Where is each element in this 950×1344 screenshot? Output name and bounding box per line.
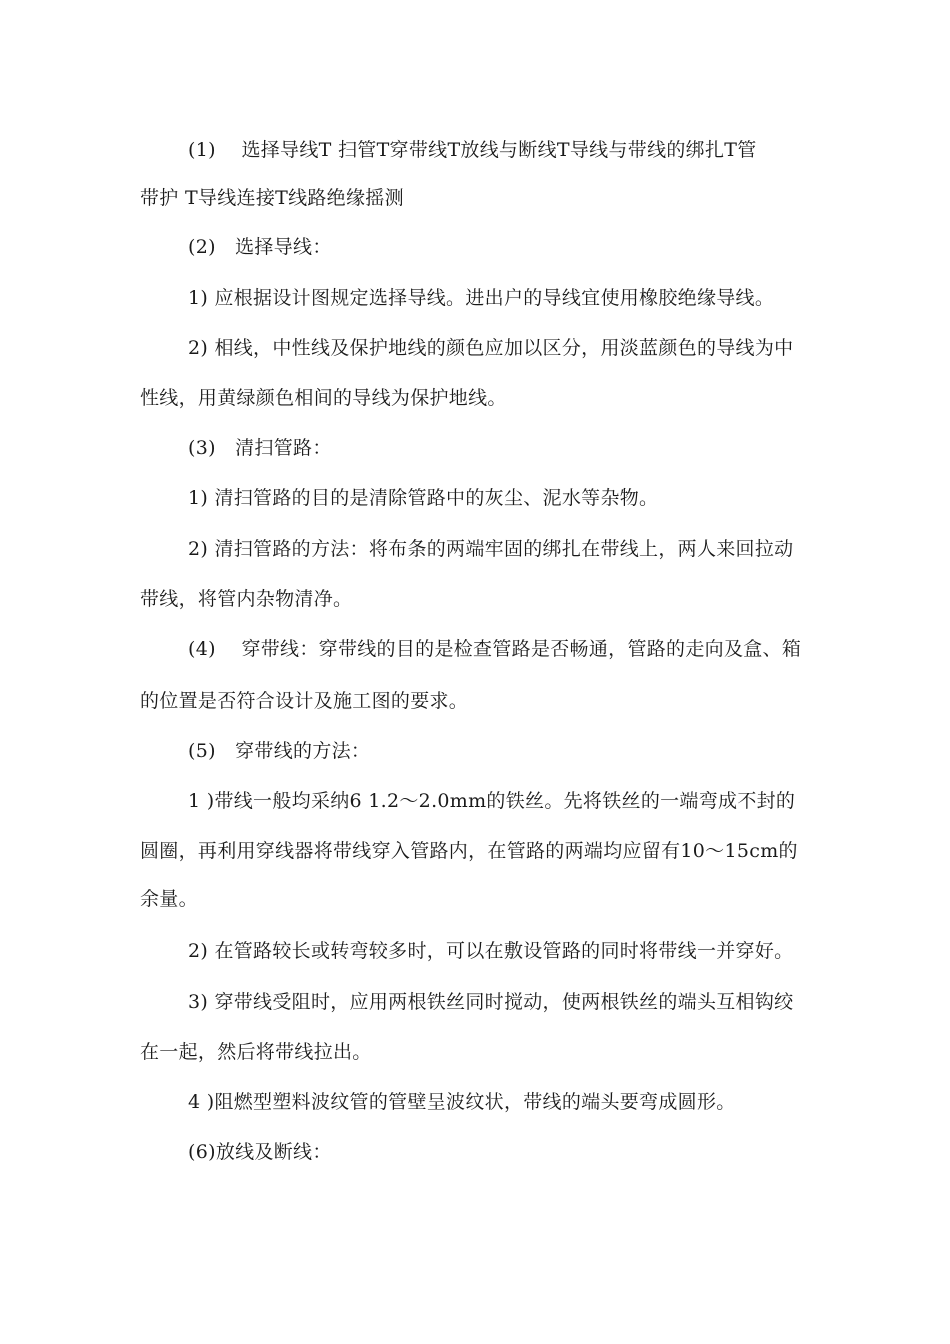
item-4-line-2: 的位置是否符合设计及施工图的要求。 bbox=[140, 690, 469, 712]
item-1-line-2: 带护 T导线连接T线路绝缘摇测 bbox=[140, 187, 404, 209]
item-5-point-1-line-1: 1 )带线一般均采纳6 1.2〜2.0mm的铁丝。先将铁丝的一端弯成不封的 bbox=[188, 790, 796, 812]
item-2-point-2-line-1: 2) 相线，中性线及保护地线的颜色应加以区分，用淡蓝颜色的导线为中 bbox=[188, 337, 794, 359]
item-2-point-1: 1) 应根据设计图规定选择导线。进出户的导线宜使用橡胶绝缘导线。 bbox=[188, 287, 775, 309]
item-3-point-2-line-2: 带线，将管内杂物清净。 bbox=[140, 588, 353, 610]
item-2-heading: (2) 选择导线： bbox=[188, 236, 332, 258]
item-5-heading: (5) 穿带线的方法： bbox=[188, 740, 371, 762]
item-5-point-2: 2) 在管路较长或转弯较多时，可以在敷设管路的同时将带线一并穿好。 bbox=[188, 940, 794, 962]
item-5-point-4: 4 )阻燃型塑料波纹管的管壁呈波纹状，带线的端头要弯成圆形。 bbox=[188, 1091, 736, 1113]
item-4-line-1: (4) 穿带线：穿带线的目的是检查管路是否畅通，管路的走向及盒、箱 bbox=[188, 638, 802, 660]
item-5-point-3-line-1: 3) 穿带线受阻时，应用两根铁丝同时搅动，使两根铁丝的端头互相钩绞 bbox=[188, 991, 794, 1013]
item-5-point-3-line-2: 在一起，然后将带线拉出。 bbox=[140, 1041, 372, 1063]
item-1-line-1: (1) 选择导线T 扫管T穿带线T放线与断线T导线与带线的绑扎T管 bbox=[188, 139, 757, 161]
item-6-heading: (6)放线及断线： bbox=[188, 1141, 332, 1163]
item-3-point-2-line-1: 2) 清扫管路的方法：将布条的两端牢固的绑扎在带线上，两人来回拉动 bbox=[188, 538, 794, 560]
item-5-point-1-line-3: 余量。 bbox=[140, 888, 198, 910]
item-3-heading: (3) 清扫管路： bbox=[188, 437, 332, 459]
item-3-point-1: 1) 清扫管路的目的是清除管路中的灰尘、泥水等杂物。 bbox=[188, 487, 659, 509]
item-2-point-2-line-2: 性线，用黄绿颜色相间的导线为保护地线。 bbox=[140, 387, 507, 409]
item-5-point-1-line-2: 圆圈，再利用穿线器将带线穿入管路内，在管路的两端均应留有10〜15cm的 bbox=[140, 840, 798, 862]
